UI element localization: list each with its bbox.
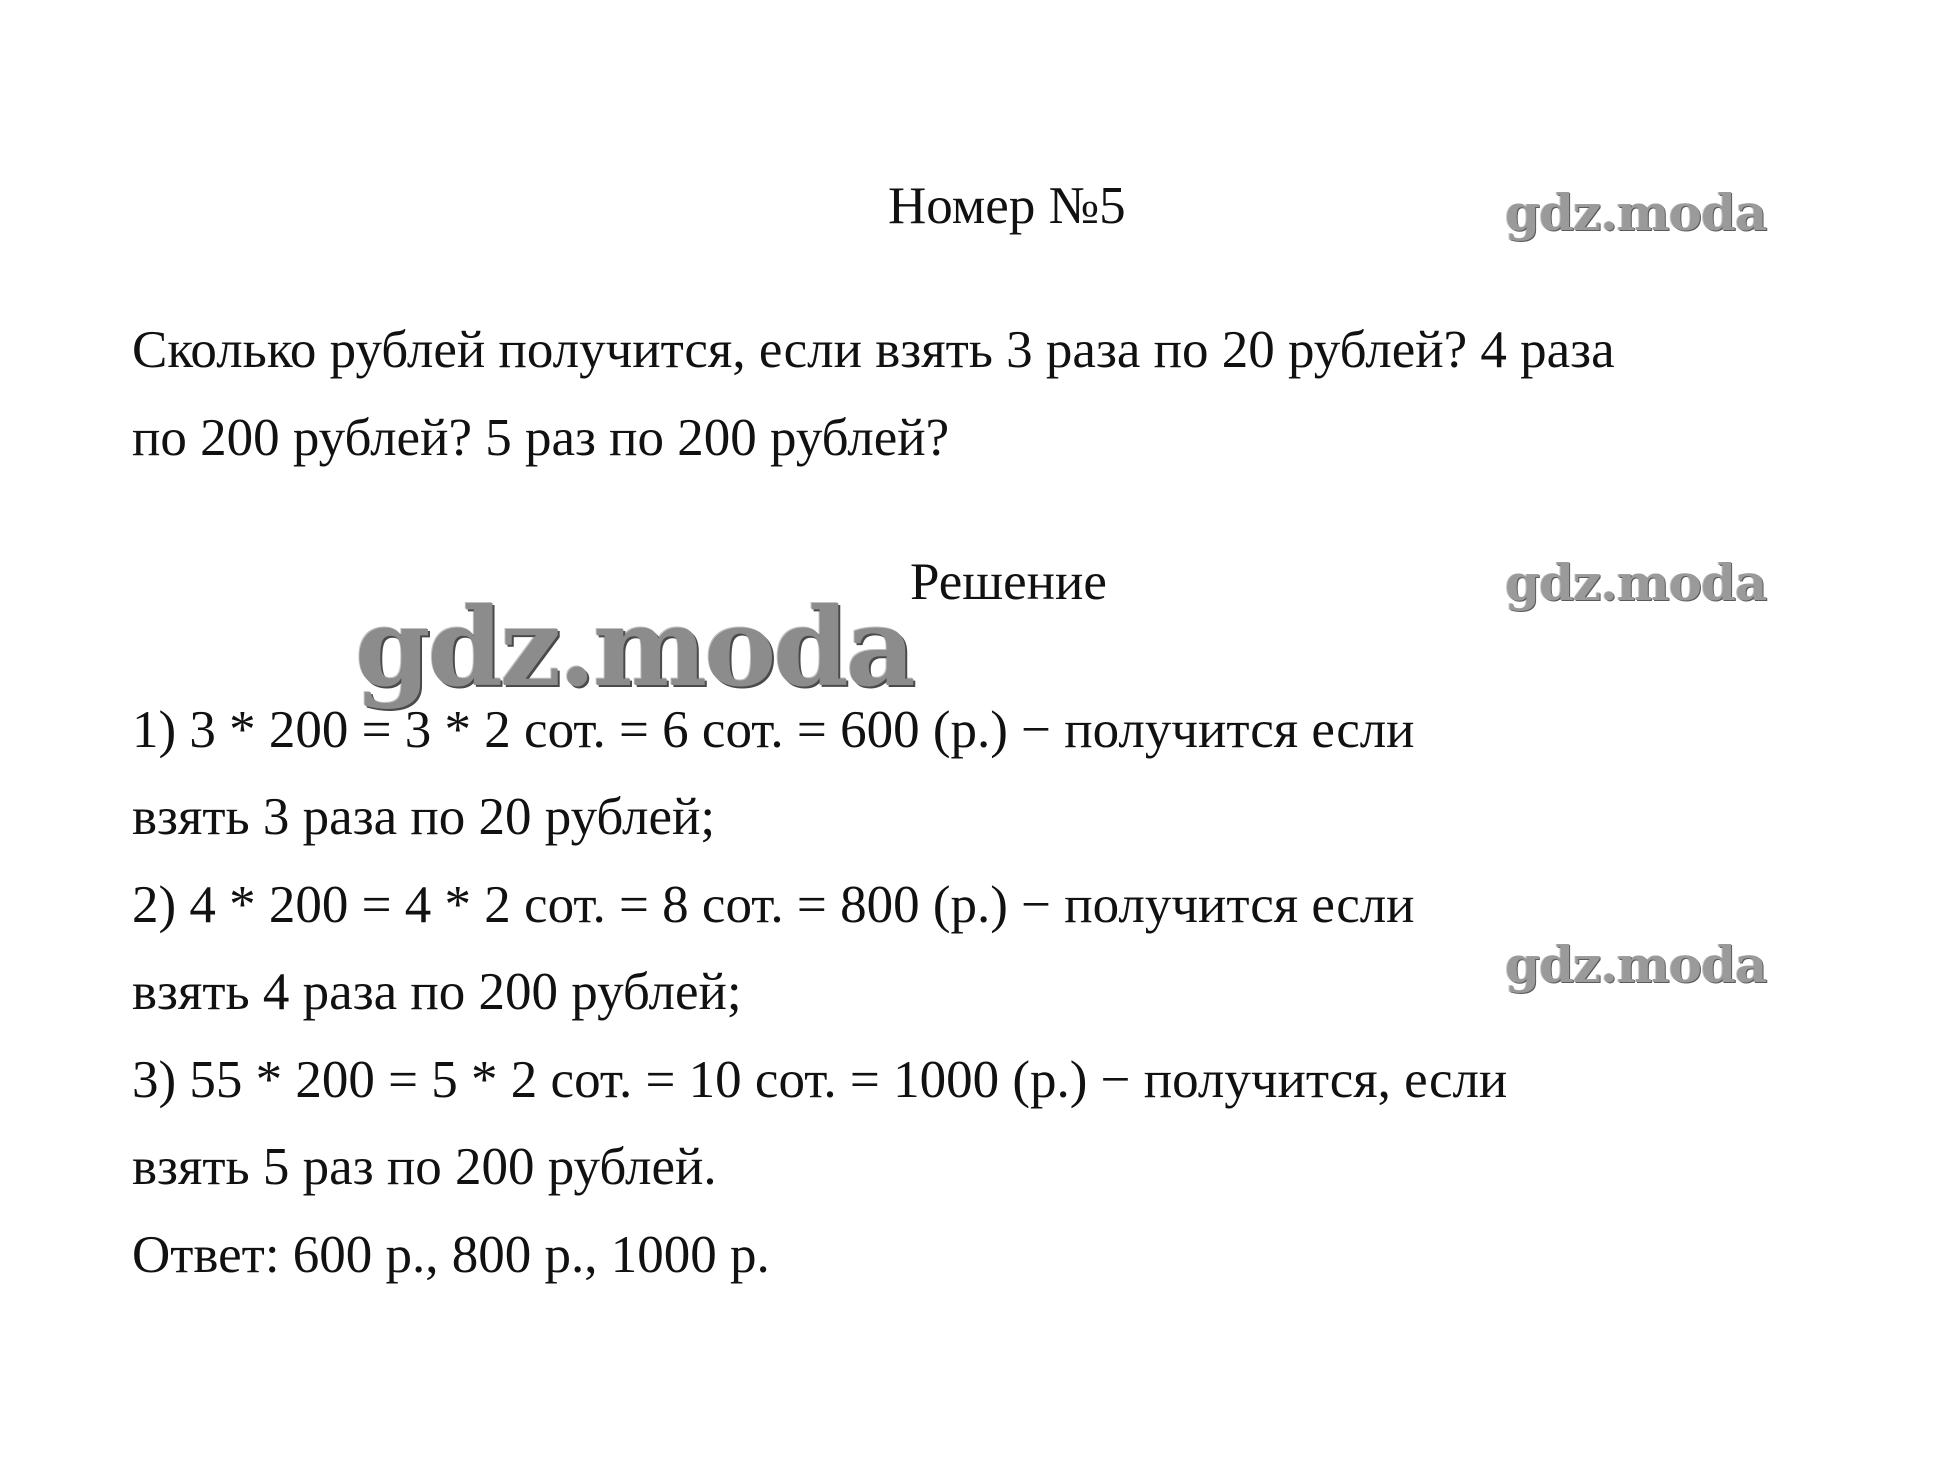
page-title: Номер №5 xyxy=(888,177,1126,235)
answer-line: Ответ: 600 р., 800 р., 1000 р. xyxy=(132,1226,770,1284)
watermark-lower-right: gdz.moda xyxy=(1505,935,1767,994)
solution-line-2: взять 3 раза по 20 рублей; xyxy=(132,788,716,846)
solution-line-5: 3) 55 * 200 = 5 * 2 сот. = 10 сот. = 1000 (р.) − получится, если xyxy=(132,1051,1508,1109)
problem-line-1: Сколько рублей получится, если взять 3 раза по 20 рублей? 4 раза xyxy=(132,321,1615,379)
solution-line-6: взять 5 раз по 200 рублей. xyxy=(132,1138,717,1196)
solution-line-1: 1) 3 * 200 = 3 * 2 сот. = 6 сот. = 600 (р.) − получится если xyxy=(132,701,1415,759)
watermark-large: gdz.moda xyxy=(355,585,913,711)
solution-line-3: 2) 4 * 200 = 4 * 2 сот. = 8 сот. = 800 (р.) − получится если xyxy=(132,876,1415,934)
solution-line-4: взять 4 раза по 200 рублей; xyxy=(132,963,742,1021)
watermark-middle-right: gdz.moda xyxy=(1505,553,1767,612)
solution-heading: Решение xyxy=(910,553,1107,611)
problem-line-2: по 200 рублей? 5 раз по 200 рублей? xyxy=(132,409,950,467)
watermark-top-right: gdz.moda xyxy=(1505,183,1767,242)
